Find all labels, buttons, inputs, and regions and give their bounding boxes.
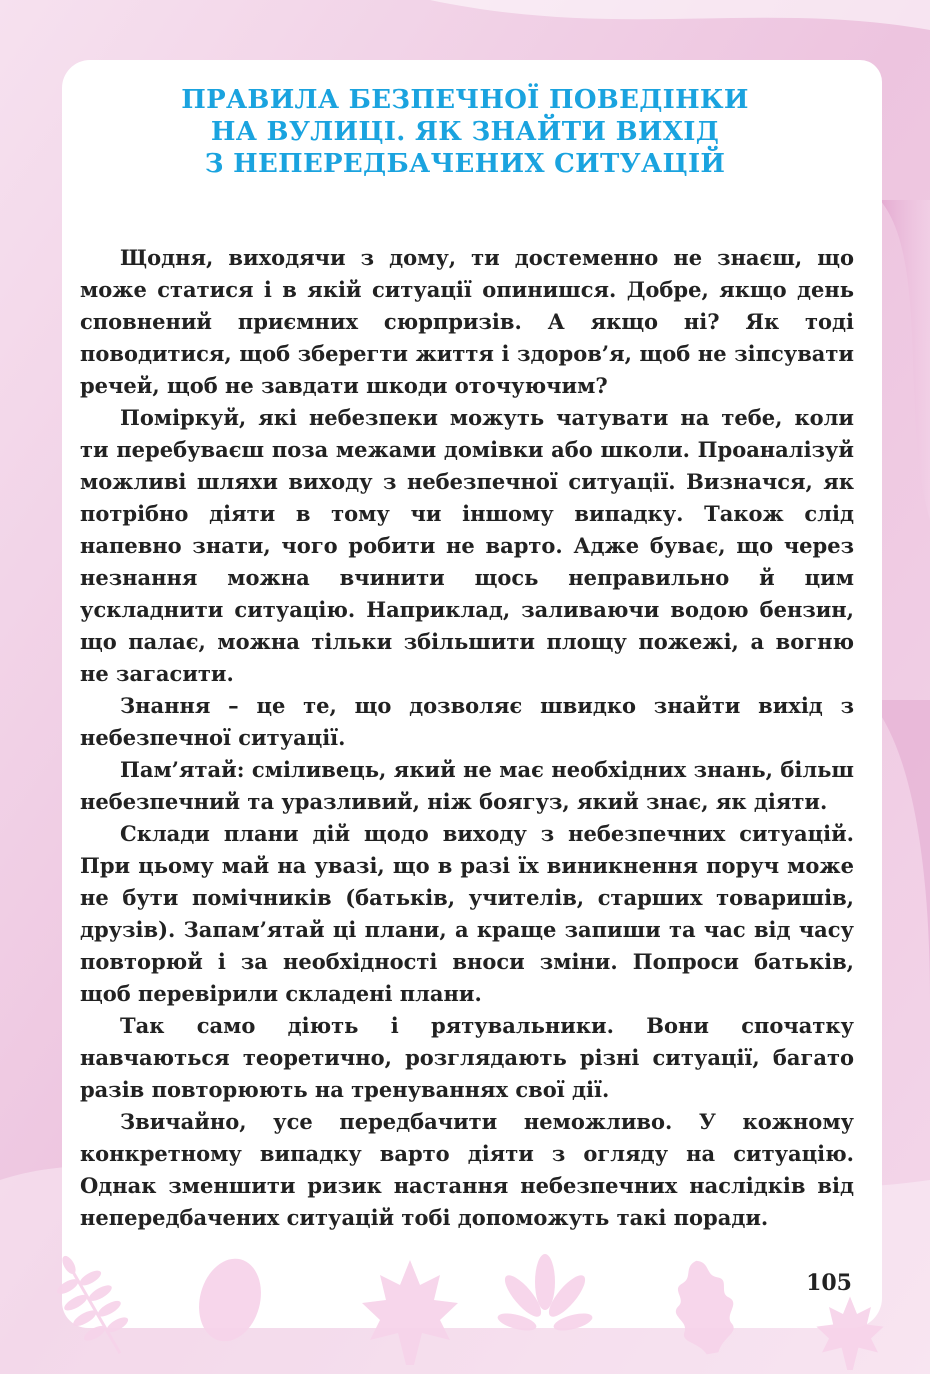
- paragraph-6: Так само діють і рятувальники. Вони спочатку навчаються теоретично, розглядають різні ситуації, багато разів повторюють на тренуваннях свої дії.: [80, 1013, 854, 1102]
- page-title: [62, 84, 868, 180]
- leaf-icon: [190, 1252, 270, 1349]
- maple-leaf-icon: [362, 1260, 458, 1365]
- oak-leaf-icon: [668, 1256, 742, 1359]
- paragraph-1: Щодня, виходячи з дому, ти достеменно не знаєш, що може статися і в якій ситуації опинишся. Добре, якщо день сповнений приємних сюрпризів. А якщо ні? Як тоді поводитися, щоб зберегти життя і здоров’я, щоб не зіпсувати речей, щоб не завдати шкоди оточуючим?: [80, 245, 854, 398]
- chestnut-leaf-icon: [496, 1254, 594, 1334]
- body-text: [80, 242, 854, 1234]
- leaves-decoration: [0, 1240, 930, 1374]
- leaf-icon: [41, 1243, 142, 1366]
- paragraph-4: [80, 754, 854, 818]
- paragraph-2: Поміркуй, які небезпеки можуть чатувати на тебе, коли ти перебуваєш поза межами домівки або школи. Проаналізуй можливі шляхи виходу з небезпечної ситуації. Визначся, як потрібно діяти в тому чи іншому випадку. Також слід напевно знати, чого робити не варто. Адже буває, що через незнання можна вчинити щось неправильно й цим ускладнити ситуацію. Наприклад, заливаючи водою бензин, що палає, можна тільки збільшити площу пожежі, а вогню не загасити.: [80, 405, 854, 686]
- title-line-2: НА ВУЛИЦІ. ЯК ЗНАЙТИ ВИХІД: [210, 117, 720, 147]
- paragraph-3: Знання – це те, що дозволяє швидко знайти вихід з небезпечної ситуації.: [80, 693, 854, 750]
- title-line-3: З НЕПЕРЕДБАЧЕНИХ СИТУАЦІЙ: [204, 149, 726, 179]
- paragraph-7: Звичайно, усе передбачити неможливо. У кожному конкретному випадку варто діяти з огляду на ситуацію. Однак зменшити ризик настання небезпечних наслідків від непередбачених ситуацій тобі допоможуть такі поради.: [80, 1109, 854, 1230]
- title-line-1: ПРАВИЛА БЕЗПЕЧНОЇ ПОВЕДІНКИ: [181, 85, 749, 115]
- maple-leaf-icon: [816, 1297, 883, 1371]
- paragraph-5: Склади плани дій щодо виходу з небезпечних ситуацій. При цьому май на увазі, що в разі їх виникнення поруч може не бути помічників (батьків, учителів, старших товаришів, друзів). Запам’ятай ці плани, а краще запиши та час від часу повторюй і за необхідності вноси зміни. Попроси батьків, щоб перевірили складені плани.: [80, 821, 854, 1006]
- remember-label: Пам’ятай:: [120, 757, 245, 782]
- page-number: 105: [806, 1270, 852, 1296]
- paragraph-4-text: сміливець, який не має необхідних знань, більш небезпечний та уразливий, ніж боягуз, який знає, як діяти.: [80, 757, 854, 814]
